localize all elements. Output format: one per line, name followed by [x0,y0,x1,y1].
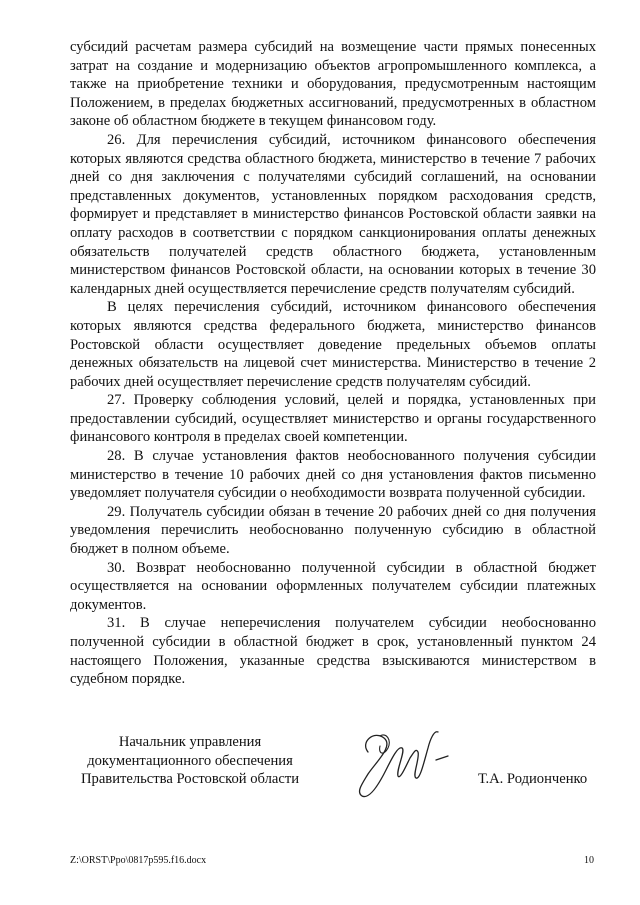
handwritten-signature [340,718,460,803]
signatory-name: Т.А. Родионченко [478,771,588,787]
paragraph-28: 28. В случае установления фактов необоснованного получения субсидии министерство в течение 10 рабочих дней со дня установления фактов письменно уведомляет получателя субсидии о необходимости возврата полученной субсидии. [70,448,596,502]
signatory-position [70,733,310,789]
position-line: Правительства Ростовской области [80,771,300,788]
paragraph-29: 29. Получатель субсидии обязан в течение 20 рабочих дней со дня получения уведомления перечислить необоснованно полученную субсидию в областной бюджет в полном объеме. [70,503,596,558]
paragraph-27: 27. Проверку соблюдения условий, целей и порядка, установленных при предоставлении субсидий, осуществляет министерство и органы государственного финансового контроля в пределах своей компетенции. [70,392,596,446]
paragraph-26: 26. Для перечисления субсидий, источником финансового обеспечения которых являются средства областного бюджета, министерство в течение 7 рабочих дней со дня заключения с получателями субсидий соглашений, на основании представленных документов, установленных порядком расходования средств, формирует и представляет в министерство финансов Ростовской области заявки на оплату расходов в соответствии с порядком санкционирования оплаты денежных обязательств получателей средств областного бюджета, установленным министерством финансов Ростовской области, на основании которых в течение 30 календарных дней осуществляется перечисление средств получателям субсидий. [70,131,596,297]
position-line: документационного обеспечения [87,752,293,769]
document-body [70,38,596,689]
paragraph-federal-funds: В целях перечисления субсидий, источником финансового обеспечения которых являются средства федерального бюджета, министерство финансов Ростовской области осуществляет доведение предельных объемов оплаты денежных обязательств на лицевой счет министерства. Министерство в течение 2 рабочих дней осуществляет перечисление средств получателям субсидий. [70,299,596,390]
position-line: Начальник управления [118,734,262,750]
paragraph-30: 30. Возврат необоснованно полученной субсидии в областной бюджет осуществляется на основании оформленных получателем субсидии платежных документов. [70,559,596,613]
page-number: 10 [584,855,594,866]
footer-file-path: Z:\ORST\Ppo\0817p595.f16.docx [70,855,207,866]
paragraph-continuation: субсидий расчетам размера субсидий на возмещение части прямых понесенных затрат на создание и модернизацию объектов агропромышленного комплекса, а также на приобретение техники и оборудования, предусмотренным настоящим Положением, в пределах бюджетных ассигнований, предусмотренных в областном законе об областном бюджете в текущем финансовом году. [70,39,596,130]
paragraph-31: 31. В случае неперечисления получателем субсидии необоснованно полученной субсидии в областной бюджет в срок, установленный пунктом 24 настоящего Положения, указанные средства взыскиваются министерством в судебном порядке. [70,615,596,688]
